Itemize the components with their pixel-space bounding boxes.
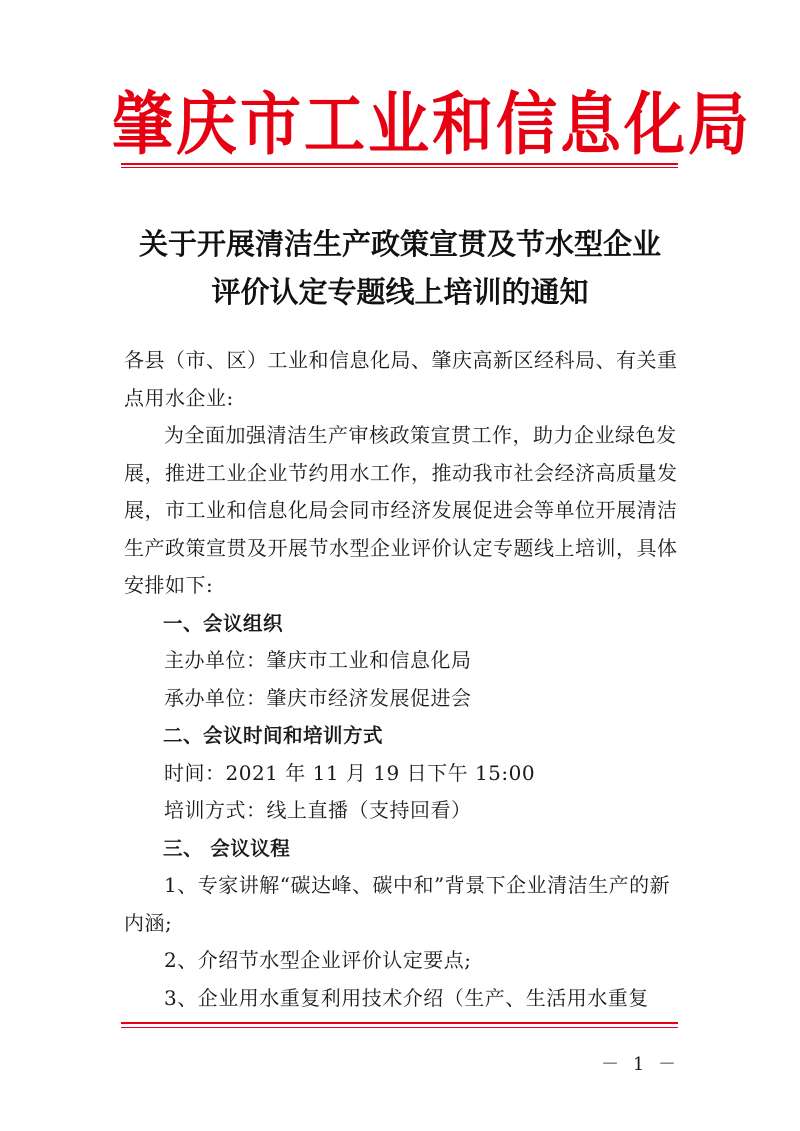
agency-masthead: 肇庆市工业和信息化局	[112, 85, 753, 165]
footer-rule-thick	[121, 1022, 678, 1024]
section-heading-time-method: 二、会议时间和培训方式	[163, 724, 384, 747]
time-line: 时间：2021 年 11 月 19 日下午 15:00	[164, 760, 536, 785]
co-organizer-line: 承办单位：肇庆市经济发展促进会	[164, 685, 472, 710]
agenda-item-2: 2、介绍节水型企业评价认定要点;	[164, 948, 472, 972]
document-body	[124, 342, 680, 1017]
footer-rule-thin	[121, 1027, 678, 1028]
agenda-item-3: 3、企业用水重复利用技术介绍（生产、生活用水重复	[164, 985, 649, 1010]
masthead-rule-thin	[121, 167, 678, 168]
document-title	[100, 220, 700, 316]
document-title-line-1: 关于开展清洁生产政策宣贯及节水型企业	[138, 227, 661, 261]
section-heading-organization: 一、会议组织	[163, 611, 284, 635]
intro-paragraph: 为全面加强清洁生产审核政策宣贯工作，助力企业绿色发展，推进工业企业节约用水工作，推动我市社会经济高质量发展，市工业和信息化局会同市经济发展促进会等单位开展清洁生产政策宣贯及开展节水型企业评价认定专题线上培训，具体安排如下:	[124, 423, 678, 597]
organizer-line: 主办单位：肇庆市工业和信息化局	[164, 648, 472, 672]
addressee: 各县（市、区）工业和信息化局、肇庆高新区经科局、有关重点用水企业:	[124, 348, 678, 410]
masthead-rule-thick	[121, 163, 678, 165]
agenda-item-1: 1、专家讲解“碳达峰、碳中和”背景下企业清洁生产的新内涵;	[124, 873, 671, 935]
page-number: － 1 －	[601, 1054, 680, 1075]
section-heading-agenda: 三、 会议议程	[163, 836, 291, 860]
method-line: 培训方式：线上直播（支持回看）	[164, 798, 472, 822]
document-title-line-2: 评价认定专题线上培训的通知	[211, 275, 589, 309]
